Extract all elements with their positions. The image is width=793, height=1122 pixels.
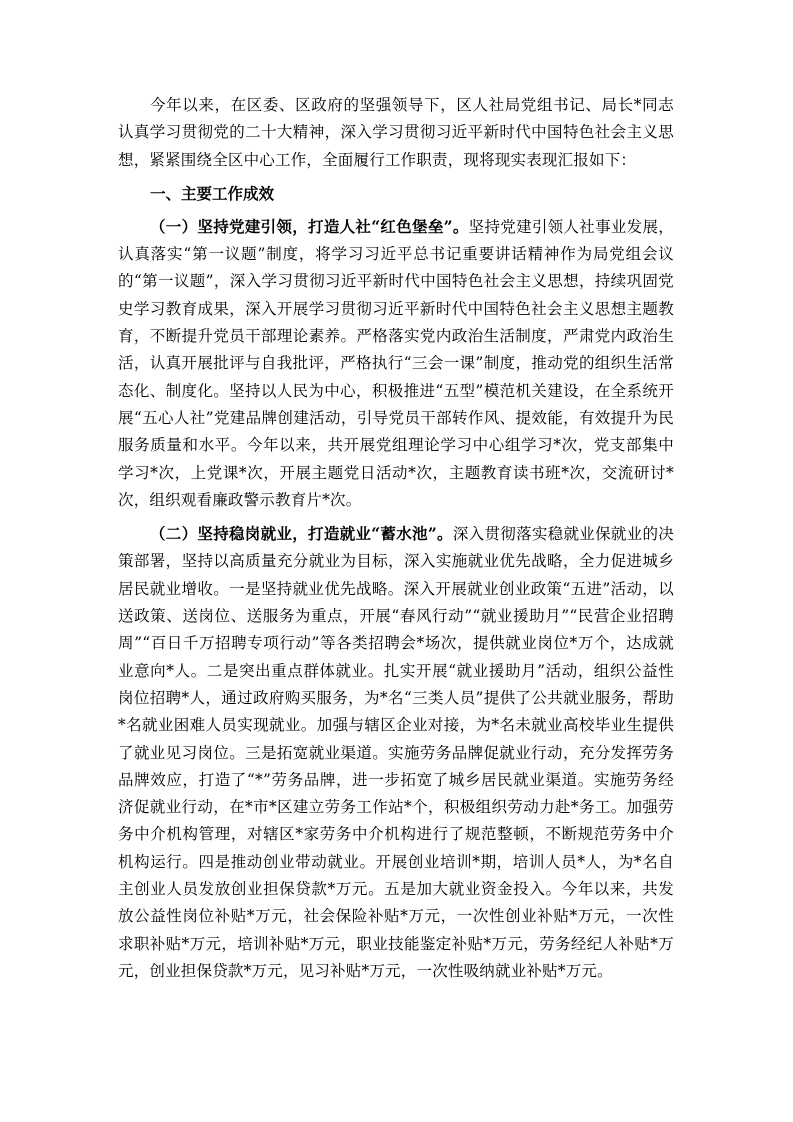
paragraph-party-building (118, 213, 674, 514)
subheading-employment: （二）坚持稳岗就业，打造就业“蓄水池”。 (150, 524, 453, 544)
section-heading: 一、主要工作成效 (150, 183, 275, 203)
paragraph-employment (118, 520, 674, 985)
subheading-party-building: （一）坚持党建引领，打造人社“红色堡垒”。 (150, 216, 469, 236)
paragraph-party-building-body: 坚持党建引领人社事业发展，认真落实“第一议题”制度，将学习习近平总书记重要讲话精神作为局党组会议的“第一议题”，深入学习贯彻习近平新时代中国特色社会主义思想，持续巩固党史学习教育成果，深入开展学习贯彻习近平新时代中国特色社会主义思想主题教育，不断提升党员干部理论素养。严格落实党内政治生活制度，严肃党内政治生活，认真开展批评与自我批评，严格执行“三会一课”制度，推动党的组织生活常态化、制度化。坚持以人民为中心，积极推进“五型”模范机关建设，在全系统开展“五心人社”党建品牌创建活动，引导党员干部转作风、提效能，有效提升为民服务质量和水平。今年以来，共开展党组理论学习中心组学习*次，党支部集中学习*次，上党课*次，开展主题党日活动*次，主题教育读书班*次，交流研讨*次，组织观看廉政警示教育片*次。 (118, 217, 674, 509)
document-page (118, 92, 674, 985)
intro-paragraph: 今年以来，在区委、区政府的坚强领导下，区人社局党组书记、局长*同志认真学习贯彻党的二十大精神，深入学习贯彻习近平新时代中国特色社会主义思想，紧紧围绕全区中心工作，全面履行工作职责，现将现实表现汇报如下： (118, 96, 674, 169)
paragraph-employment-body: 深入贯彻落实稳就业保就业的决策部署，坚持以高质量充分就业为目标，深入实施就业优先战略，全力促进城乡居民就业增收。一是坚持就业优先战略。深入开展就业创业政策“五进”活动，以送政策、送岗位、送服务为重点，开展“春风行动”“就业援助月”“民营企业招聘周”“百日千万招聘专项行动”等各类招聘会*场次，提供就业岗位*万个，达成就业意向*人。二是突出重点群体就业。扎实开展“就业援助月”活动，组织公益性岗位招聘*人，通过政府购买服务，为*名“三类人员”提供了公共就业服务，帮助*名就业困难人员实现就业。加强与辖区企业对接，为*名未就业高校毕业生提供了就业见习岗位。三是拓宽就业渠道。实施劳务品牌促就业行动，充分发挥劳务品牌效应，打造了“*”劳务品牌，进一步拓宽了城乡居民就业渠道。实施劳务经济促就业行动，在*市*区建立劳务工作站*个，积极组织劳动力赴*务工。加强劳务中介机构管理，对辖区*家劳务中介机构进行了规范整顿，不断规范劳务中介机构运行。四是推动创业带动就业。开展创业培训*期，培训人员*人，为*名自主创业人员发放创业担保贷款*万元。五是加大就业资金投入。今年以来，共发放公益性岗位补贴*万元，社会保险补贴*万元，一次性创业补贴*万元，一次性求职补贴*万元，培训补贴*万元，职业技能鉴定补贴*万元，劳务经纪人补贴*万元，创业担保贷款*万元，见习补贴*万元，一次性吸纳就业补贴*万元。 (118, 525, 674, 980)
